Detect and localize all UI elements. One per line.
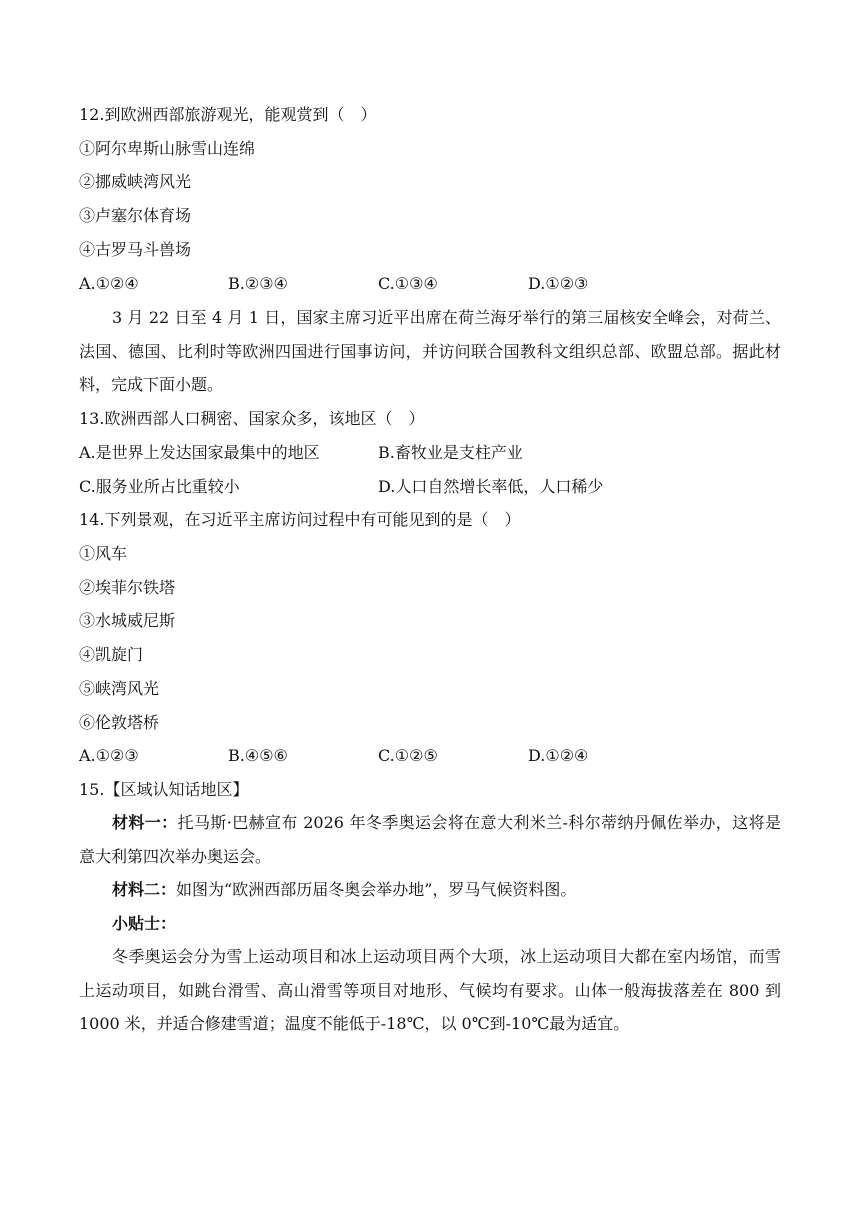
q14-item-5: ⑤峡湾风光	[79, 679, 160, 698]
q12-option-c: C.①③④	[378, 274, 438, 293]
q13-option-b: B.畜牧业是支柱产业	[378, 443, 523, 462]
q14-option-a: A.①②③	[79, 746, 139, 765]
q15-title: 15.【区域认知话地区】	[79, 780, 249, 799]
q12-option-a: A.①②④	[79, 274, 139, 293]
q12-option-b: B.②③④	[228, 274, 288, 293]
q14-item-3: ③水城威尼斯	[79, 611, 176, 630]
q15-tip-text: 冬季奥运会分为雪上运动项目和冰上运动项目两个大项，冰上运动项目大都在室内场馆，而雪上运动项目，如跳台滑雪、高山滑雪等项目对地形、气候均有要求。山体一般海拔落差在 800 到 1000 米，并适合修建雪道；温度不能低于-18℃，以 0℃到-10℃最为适宜。	[79, 947, 781, 1033]
q14-option-b: B.④⑤⑥	[228, 746, 288, 765]
q15-tip-label-line	[79, 907, 781, 941]
q15-material-two-label: 材料二：	[112, 880, 177, 899]
q14-option-d: D.①②④	[528, 746, 589, 765]
q13-option-c: C.服务业所占比重较小	[79, 477, 240, 496]
q13-option-a: A.是世界上发达国家最集中的地区	[79, 443, 320, 462]
q12-item-4: ④古罗马斗兽场	[79, 240, 192, 259]
q14-stem: 14.下列景观，在习近平主席访问过程中有可能见到的是（ ）	[79, 510, 521, 529]
q15-material-one	[79, 806, 781, 873]
q13-stem: 13.欧洲西部人口稠密、国家众多，该地区（ ）	[79, 409, 425, 428]
q12-item-1: ①阿尔卑斯山脉雪山连绵	[79, 139, 256, 158]
q12-option-d: D.①②③	[528, 274, 589, 293]
q15-material-one-text: 托马斯·巴赫宣布 2026 年冬季奥运会将在意大利米兰-科尔蒂纳丹佩佐举办，这将是意大利第四次举办奥运会。	[79, 813, 781, 866]
q15-material-two-text: 如图为“欧洲西部历届冬奥会举办地”，罗马气候资料图。	[176, 880, 577, 899]
q12-item-2: ②挪威峡湾风光	[79, 172, 192, 191]
q13-option-d: D.人口自然增长率低，人口稀少	[378, 477, 604, 496]
q14-item-1: ①风车	[79, 544, 128, 563]
q14-item-2: ②埃菲尔铁塔	[79, 578, 176, 597]
q15-tip-label: 小贴士：	[112, 914, 177, 933]
q12-item-3: ③卢塞尔体育场	[79, 206, 192, 225]
q15-material-two	[79, 873, 781, 907]
q14-item-6: ⑥伦敦塔桥	[79, 713, 160, 732]
material-intro: 3 月 22 日至 4 月 1 日，国家主席习近平出席在荷兰海牙举行的第三届核安全峰会，对荷兰、法国、德国、比利时等欧洲四国进行国事访问，并访问联合国教科文组织总部、欧盟总部。据此材料，完成下面小题。	[79, 308, 781, 394]
q15-material-one-label: 材料一：	[112, 813, 178, 832]
q14-option-c: C.①②⑤	[378, 746, 438, 765]
q12-stem: 12.到欧洲西部旅游观光，能观赏到（ ）	[79, 105, 377, 124]
q14-item-4: ④凯旋门	[79, 645, 144, 664]
